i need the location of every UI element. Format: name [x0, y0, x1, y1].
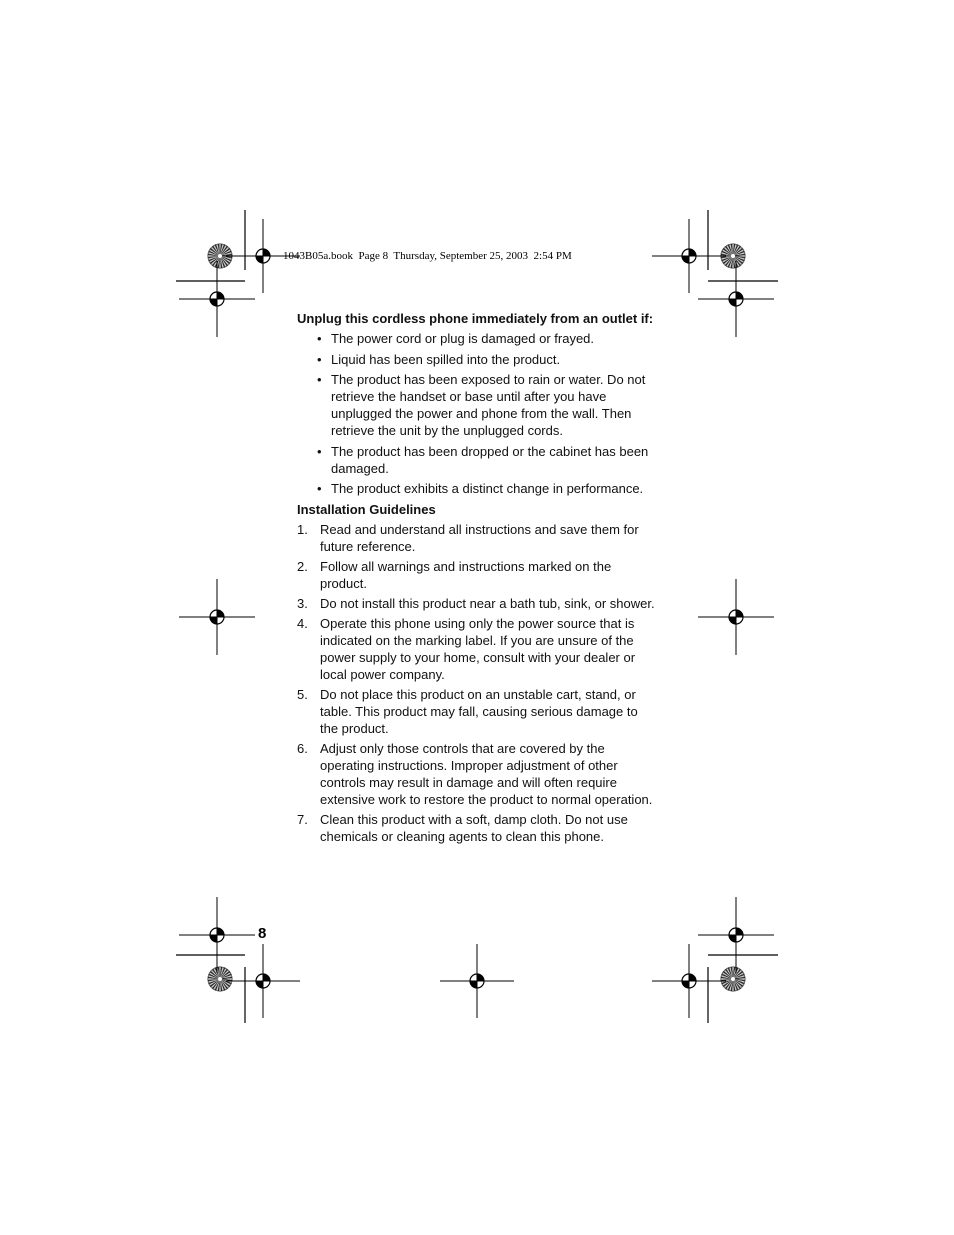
list-item-number: 2.	[297, 558, 308, 574]
list-item-number: 1.	[297, 521, 308, 537]
page-number: 8	[258, 925, 267, 942]
list-item	[297, 686, 659, 737]
list-item-text: Liquid has been spilled into the product.	[331, 351, 561, 367]
list-item-text: The product has been dropped or the cabinet has been damaged.	[331, 443, 649, 476]
list-item-text: Operate this phone using only the power source that is indicated on the marking label. If you are unsure of the power supply to your home, consult with your dealer or local power company.	[320, 615, 636, 682]
list-item	[297, 595, 659, 612]
color-rosette-icon	[208, 967, 232, 991]
registration-mark-icon	[179, 261, 255, 337]
list-item-number: 6.	[297, 740, 308, 756]
list-item-text: Do not place this product on an unstable cart, stand, or table. This product may fall, causing serious damage to the product.	[320, 686, 638, 736]
list-item	[297, 811, 659, 845]
registration-mark-icon	[652, 219, 726, 293]
section-heading-unplug: Unplug this cordless phone immediately from an outlet if:	[297, 311, 654, 326]
list-item	[297, 443, 659, 477]
list-item	[297, 558, 659, 592]
list-item-text: Clean this product with a soft, damp cloth. Do not use chemicals or cleaning agents to clean this phone.	[320, 811, 628, 844]
list-item-text: Read and understand all instructions and save them for future reference.	[320, 521, 639, 554]
list-item-text: Follow all warnings and instructions marked on the product.	[320, 558, 612, 591]
list-item-text: The power cord or plug is damaged or frayed.	[331, 331, 595, 346]
bullet-icon: •	[317, 481, 322, 496]
bullet-icon: •	[317, 351, 322, 367]
registration-mark-icon	[179, 579, 255, 655]
print-slug: 1043B05a.book Page 8 Thursday, September 25, 2003 2:54 PM	[283, 250, 572, 262]
list-item-text: Do not install this product near a bath tub, sink, or shower.	[320, 595, 655, 611]
list-item	[297, 521, 659, 555]
list-item	[297, 740, 659, 808]
list-item-number: 7.	[297, 811, 308, 827]
bullet-icon: •	[317, 372, 322, 387]
registration-mark-icon	[698, 897, 774, 973]
bullet-icon: •	[317, 443, 322, 459]
list-item-text: Adjust only those controls that are covered by the operating instructions. Improper adjustment of other controls may result in damage and will often require extensive work to restore the product to normal operation.	[320, 740, 653, 807]
registration-mark-icon	[698, 261, 774, 337]
list-item-number: 4.	[297, 615, 308, 631]
color-rosette-icon	[721, 967, 745, 991]
list-item	[297, 480, 659, 497]
list-item	[297, 371, 659, 439]
bullet-icon: •	[317, 331, 322, 346]
unplug-conditions-list	[297, 330, 659, 497]
list-item-text: The product exhibits a distinct change in performance.	[331, 481, 644, 496]
section-heading-installation: Installation Guidelines	[297, 501, 436, 517]
list-item-number: 5.	[297, 686, 308, 702]
installation-guidelines-list	[297, 521, 659, 845]
list-item	[297, 615, 659, 683]
list-item	[297, 351, 659, 368]
list-item-text: The product has been exposed to rain or water. Do not retrieve the handset or base until after you have unplugged the power and phone from the wall. Then retrieve the unit by the unplugged cords.	[331, 372, 646, 438]
page-content	[297, 310, 659, 848]
registration-mark-icon	[179, 897, 255, 973]
list-item	[297, 330, 659, 347]
registration-mark-icon	[698, 579, 774, 655]
registration-mark-icon	[440, 944, 514, 1018]
list-item-number: 3.	[297, 595, 308, 611]
